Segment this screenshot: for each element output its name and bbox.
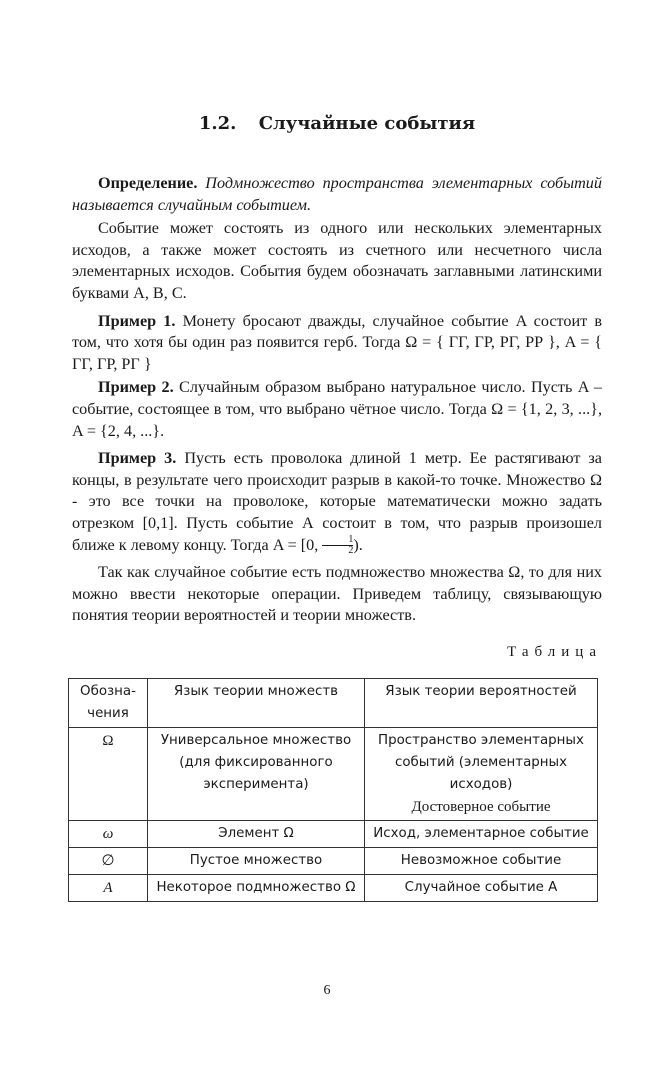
fraction-denominator: 2: [322, 545, 353, 556]
example-3-end: ).: [353, 535, 363, 554]
table-row: [69, 728, 598, 821]
header-probability: Язык теории вероятностей: [365, 679, 598, 728]
page-number: 6: [323, 983, 331, 998]
example-3-label: Пример 3.: [98, 449, 177, 468]
example-3: [72, 448, 602, 556]
paragraph-events: Событие может состоять из одного или нескольких элементарных исходов, а также может состоять из счетного или несчетного числа элементарных исходов. События будем обозначать заглавными латинскими буквами A, B, C.: [72, 219, 602, 302]
section-title: Случайные события: [258, 113, 476, 134]
table-row: [69, 875, 598, 902]
paragraph-operations: Так как случайное событие есть подмножество множества Ω, то для них можно ввести некоторые операции. Приведем таблицу, связывающую понятия теории вероятностей и теории множеств.: [72, 563, 602, 625]
section-heading: [72, 113, 602, 134]
row-prob-term: Случайное событие A: [365, 875, 598, 902]
example-2: [72, 377, 602, 442]
example-2-label: Пример 2.: [98, 378, 174, 397]
example-3-text: Пусть есть проволока длиной 1 метр. Ее растягивают за концы, в результате чего происходит разрыв в какой-то точке. Множество Ω - это все точки на проволоке, которые математически можно задать отрезком [0,1]. Пусть событие А состоит в том, что разрыв произошел ближе к левому концу. Тогда A = [0,: [72, 449, 602, 554]
example-2-text: Случайным образом выбрано натуральное число. Пусть A – событие, состоящее в том, что выбрано чётное число. Тогда Ω = {1, 2, 3, ...}, A = {2, 4, ...}.: [72, 378, 603, 440]
example-1-text: Монету бросают дважды, случайное событие A состоит в том, что хотя бы один раз появится герб. Тогда Ω = { ГГ, ГР, РГ, РР }, A = { ГГ, ГР, РГ }: [72, 311, 603, 373]
row-prob-term: [365, 728, 598, 821]
definition-label: Определение.: [98, 174, 198, 192]
row-symbol: ω: [69, 821, 148, 848]
table-row: [69, 821, 598, 848]
row-set-term: Элемент Ω: [148, 821, 365, 848]
fraction-numerator: 1: [348, 534, 354, 546]
table-label: Таблица: [507, 644, 602, 660]
example-1-label: Пример 1.: [98, 311, 176, 330]
row-symbol: Ω: [69, 728, 148, 821]
header-set-theory: Язык теории множеств: [148, 679, 365, 728]
table-header-row: [69, 679, 598, 728]
row-set-term: Пустое множество: [148, 848, 365, 875]
definition-text: Подмножество пространства элементарных событий называется случайным событием.: [72, 174, 602, 214]
fraction: [322, 535, 353, 556]
example-1: [72, 311, 602, 376]
table-row: [69, 848, 598, 875]
row-prob-term: Исход, элементарное событие: [365, 821, 598, 848]
row-prob-term-main: Пространство элементарных событий (элементарных исходов): [378, 733, 584, 792]
section-number: 1.2.: [198, 113, 237, 134]
header-notation: Обозна-чения: [69, 679, 148, 728]
correspondence-table: [68, 678, 598, 902]
row-set-term: Универсальное множество (для фиксированного эксперимента): [148, 728, 365, 821]
body-text: [72, 173, 602, 633]
row-prob-term: Невозможное событие: [365, 848, 598, 875]
row-symbol: A: [69, 875, 148, 902]
row-set-term: Некоторое подмножество Ω: [148, 875, 365, 902]
row-symbol: ∅: [69, 848, 148, 875]
definition-paragraph: [72, 173, 602, 216]
row-prob-term-extra: Достоверное событие: [411, 799, 551, 815]
